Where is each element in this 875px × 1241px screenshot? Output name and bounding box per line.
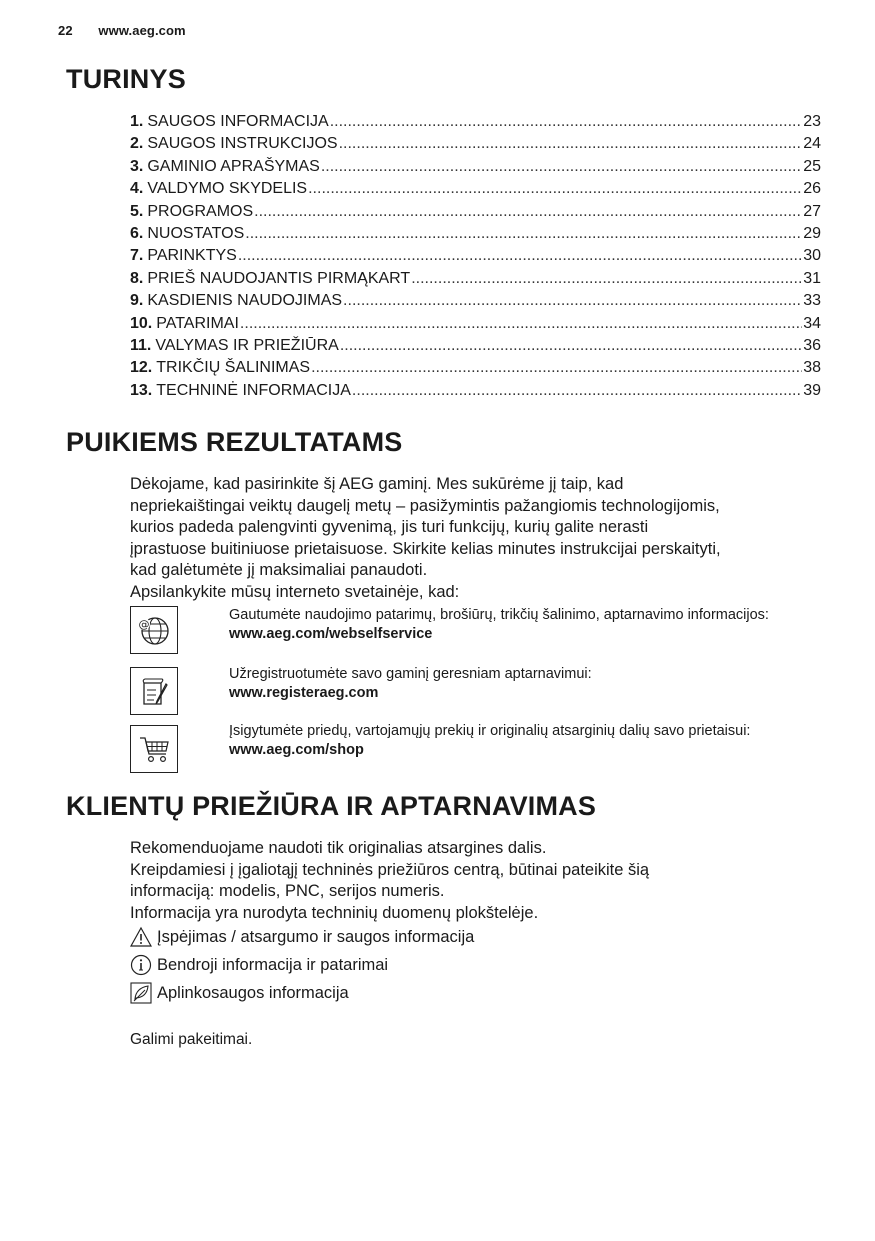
service-description: Gautumėte naudojimo patarimų, brošiūrų, trikčių šalinimo, aptarnavimo informacijos: bbox=[229, 607, 769, 623]
warning-icon bbox=[130, 926, 152, 948]
toc-item[interactable] bbox=[130, 268, 821, 290]
toc-item-label: TRIKČIŲ ŠALINIMAS bbox=[156, 359, 311, 377]
care-title: KLIENTŲ PRIEŽIŪRA IR APTARNAVIMAS bbox=[66, 791, 597, 821]
toc-leader-dots bbox=[311, 357, 802, 379]
toc-item-page: 39 bbox=[803, 381, 821, 399]
toc-leader-dots bbox=[352, 380, 802, 402]
intro-line: kurios padeda palengvinti gyvenimą, jis turi funkcijų, kurių galite nerasti bbox=[130, 518, 649, 537]
shopping-cart-icon bbox=[130, 725, 178, 773]
toc-item-label: VALDYMO SKYDELIS bbox=[147, 180, 308, 198]
toc-item[interactable] bbox=[130, 335, 821, 357]
toc-item-page: 34 bbox=[803, 314, 821, 332]
toc-item-label: SAUGOS INFORMACIJA bbox=[147, 113, 329, 130]
service-url[interactable]: www.aeg.com/shop bbox=[229, 742, 364, 758]
toc-item[interactable] bbox=[130, 245, 821, 267]
intro-line: Apsilankykite mūsų interneto svetainėje, kad: bbox=[130, 582, 460, 601]
toc-item-page: 27 bbox=[803, 202, 821, 220]
service-text bbox=[229, 722, 769, 760]
toc-item-page: 30 bbox=[803, 247, 821, 265]
intro-line: nepriekaištingai veiktų daugelį metų – pasižymintis pažangiomis technologijomis, bbox=[130, 496, 720, 515]
legend-label: Įspėjimas / atsargumo ir saugos informacija bbox=[157, 927, 475, 946]
register-icon bbox=[130, 667, 178, 715]
toc-item-number: 11. bbox=[130, 337, 152, 355]
toc-item-page: 26 bbox=[803, 180, 821, 198]
toc-leader-dots bbox=[308, 178, 802, 200]
toc-item[interactable] bbox=[130, 357, 821, 379]
toc-item[interactable] bbox=[130, 380, 821, 402]
toc-item-label: PRIEŠ NAUDOJANTIS PIRMĄKART bbox=[147, 269, 411, 287]
toc-item[interactable] bbox=[130, 178, 821, 200]
care-line: informaciją: modelis, PNC, serijos numeris. bbox=[130, 882, 445, 901]
toc-leader-dots bbox=[411, 268, 802, 290]
toc-item-label: TECHNINĖ INFORMACIJA bbox=[156, 381, 351, 399]
toc-leader-dots bbox=[321, 156, 802, 178]
care-line: Kreipdamiesi į įgaliotąjį techninės priežiūros centrą, būtinai pateikite šią bbox=[130, 860, 650, 879]
toc-item-number: 2. bbox=[130, 135, 144, 153]
intro-line: įprastuose buitiniuose prietaisuose. Skirkite kelias minutes instrukcijai perskaityti, bbox=[130, 539, 721, 558]
toc-item-page: 23 bbox=[803, 113, 821, 130]
toc-item-number: 10. bbox=[130, 314, 153, 332]
results-title: PUIKIEMS REZULTATAMS bbox=[66, 427, 403, 457]
toc-item-label: SAUGOS INSTRUKCIJOS bbox=[147, 135, 338, 153]
toc-leader-dots bbox=[340, 335, 802, 357]
service-description: Užregistruotumėte savo gaminį geresniam aptarnavimui: bbox=[229, 666, 592, 682]
toc-item-number: 8. bbox=[130, 269, 144, 287]
globe-icon bbox=[130, 606, 178, 654]
toc-item-label: PATARIMAI bbox=[156, 314, 239, 332]
toc-item[interactable] bbox=[130, 290, 821, 312]
legend-label: Aplinkosaugos informacija bbox=[157, 983, 349, 1002]
toc-leader-dots bbox=[330, 111, 803, 133]
toc-leader-dots bbox=[339, 133, 803, 155]
toc-item-page: 25 bbox=[803, 157, 821, 175]
toc-item-label: VALYMAS IR PRIEŽIŪRA bbox=[155, 337, 339, 355]
toc-item-page: 38 bbox=[803, 359, 821, 377]
toc-item[interactable] bbox=[130, 133, 821, 155]
toc-item[interactable] bbox=[130, 223, 821, 245]
svg-text:@: @ bbox=[138, 618, 150, 631]
legend-label: Bendroji informacija ir patarimai bbox=[157, 955, 389, 974]
service-description: Įsigytumėte priedų, vartojamųjų prekių ir originalių atsarginių dalių savo prietaisui: bbox=[229, 723, 751, 739]
toc-item-label: KASDIENIS NAUDOJIMAS bbox=[147, 292, 343, 310]
page-number: 22 bbox=[58, 23, 73, 38]
toc-item-number: 12. bbox=[130, 359, 153, 377]
toc-item[interactable] bbox=[130, 313, 821, 335]
toc-item-number: 1. bbox=[130, 113, 144, 130]
toc-item-number: 13. bbox=[130, 381, 153, 399]
service-text bbox=[229, 606, 769, 644]
legend-info bbox=[130, 954, 388, 976]
service-url[interactable]: www.aeg.com/webselfservice bbox=[229, 626, 433, 642]
site-url[interactable]: www.aeg.com bbox=[98, 23, 186, 38]
toc-item-number: 6. bbox=[130, 225, 144, 243]
toc-item-page: 36 bbox=[803, 337, 821, 355]
service-text bbox=[229, 665, 769, 703]
toc-item-number: 5. bbox=[130, 202, 144, 220]
info-icon bbox=[130, 954, 152, 976]
toc-leader-dots bbox=[238, 245, 802, 267]
toc-item[interactable] bbox=[130, 201, 821, 223]
legend-warning bbox=[130, 926, 474, 948]
toc-item-page: 31 bbox=[803, 269, 821, 287]
toc-item[interactable] bbox=[130, 111, 821, 133]
toc-item-label: GAMINIO APRAŠYMAS bbox=[147, 157, 320, 175]
toc-item-label: NUOSTATOS bbox=[147, 225, 245, 243]
toc-item-number: 4. bbox=[130, 180, 144, 198]
service-url[interactable]: www.registeraeg.com bbox=[229, 685, 379, 701]
results-intro bbox=[130, 474, 820, 604]
intro-line: kad galėtumėte jį maksimaliai panaudoti. bbox=[130, 561, 428, 580]
care-line: Informacija yra nurodyta techninių duomenų plokštelėje. bbox=[130, 903, 539, 922]
changes-note: Galimi pakeitimai. bbox=[130, 1031, 253, 1048]
toc-item-number: 9. bbox=[130, 292, 144, 310]
toc-title: TURINYS bbox=[66, 64, 186, 94]
care-line: Rekomenduojame naudoti tik originalias atsargines dalis. bbox=[130, 839, 547, 857]
toc-leader-dots bbox=[240, 313, 802, 335]
table-of-contents bbox=[130, 111, 821, 402]
care-text bbox=[130, 838, 820, 924]
toc-item-number: 3. bbox=[130, 157, 144, 175]
toc-item-number: 7. bbox=[130, 247, 144, 265]
toc-leader-dots bbox=[343, 290, 802, 312]
toc-leader-dots bbox=[245, 223, 802, 245]
legend-environment bbox=[130, 982, 349, 1004]
toc-item-page: 29 bbox=[803, 225, 821, 243]
toc-item[interactable] bbox=[130, 156, 821, 178]
intro-line: Dėkojame, kad pasirinkite šį AEG gaminį. Mes sukūrėme jį taip, kad bbox=[130, 475, 624, 493]
toc-item-page: 33 bbox=[803, 292, 821, 310]
page-header bbox=[58, 23, 186, 38]
toc-item-label: PROGRAMOS bbox=[147, 202, 254, 220]
toc-item-page: 24 bbox=[803, 135, 821, 153]
leaf-icon bbox=[130, 982, 152, 1004]
toc-leader-dots bbox=[254, 201, 802, 223]
toc-item-label: PARINKTYS bbox=[147, 247, 237, 265]
